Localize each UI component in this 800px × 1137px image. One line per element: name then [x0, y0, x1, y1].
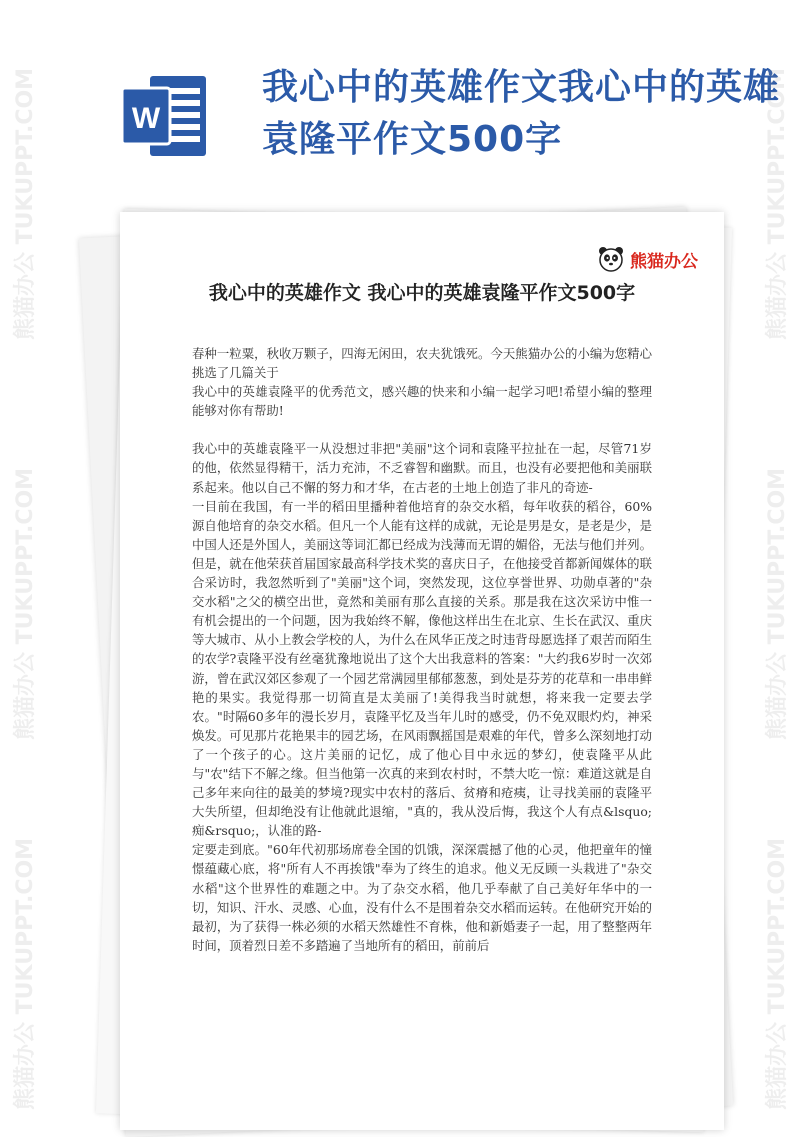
paragraph-1: 我心中的英雄袁隆平一从没想过非把"美丽"这个词和袁隆平拉扯在一起，尽管71岁的他，依然显得精干，活力充沛，不乏睿智和幽默。而且，也没有必要把他和美丽联系起来。他以自己不懈的努力和才华，在古老的土地上创造了非凡的奇迹- — [192, 441, 652, 495]
watermark: 熊猫办公 TUKUPPT.COM — [765, 837, 790, 1110]
paragraph-intro-1: 春种一粒粟，秋收万颗子，四海无闲田，农夫犹饿死。今天熊猫办公的小编为您精心挑选了几篇关于 — [192, 346, 652, 381]
paragraph-intro-2: 我心中的英雄袁隆平的优秀范文，感兴趣的快来和小编一起学习吧!希望小编的整理能够对你有帮助! — [192, 384, 652, 419]
watermark: 熊猫办公 TUKUPPT.COM — [765, 467, 790, 740]
header-title: 我心中的英雄作文我心中的英雄袁隆平作文500字 — [262, 67, 781, 160]
paragraph-2: 一目前在我国，有一半的稻田里播种着他培育的杂交水稻，每年收获的稻谷，60%源自他培育的杂交水稻。但凡一个人能有这样的成就，无论是男是女，是老是少，是中国人还是外国人，美丽这等词汇都已经成为浅薄而无谓的媚俗，无法与他们并列。但是，就在他荣获首届国家最高科学技术奖的喜庆日子，在他接受首都新闻媒体的联合采访时，我忽然听到了"美丽"这个词，突然发现，这位享誉世界、功勋卓著的"杂交水稻"之父的横空出世，竟然和美丽有那么直接的关系。那是我在这次采访中惟一有机会提出的一个问题，因为我始终不解，像他这样出生在北京、生长在武汉、重庆等大城市、从小上教会学校的人，为什么在风华正茂之时违背母愿选择了艰苦而陌生的农学?袁隆平没有丝毫犹豫地说出了这个大出我意料的答案："大约我6岁时一次郊游，曾在武汉郊区参观了一个园艺常满园里郁郁葱葱，到处是芬芳的花草和一串串鲜艳的果实。我觉得那一切简直是太美丽了!美得我当时就想，将来我一定要去学农。"时隔60多年的漫长岁月，袁隆平忆及当年儿时的感受，仍不免双眼灼灼，神采焕发。可见那片花艳果丰的园艺场，在风雨飘摇国是艰难的年代，曾多么深刻地打动了一个孩子的心。这片美丽的记忆，成了他心目中永远的梦幻，使袁隆平从此与"农"结下不解之缘。但当他第一次真的来到农村时，不禁大吃一惊：难道这就是自己多年来向往的最美的梦境?现实中农村的落后、贫瘠和疮痍，让寻找美丽的袁隆平大失所望，但却绝没有让他就此退缩，"真的，我从没后悔，我这个人有点&lsquo;痴&rsquo;，认准的路- — [192, 498, 652, 839]
document-body — [192, 344, 652, 955]
watermark: 熊猫办公 TUKUPPT.COM — [13, 467, 38, 740]
word-document-icon — [120, 70, 210, 162]
svg-text:W: W — [131, 102, 161, 135]
logo-text: 熊猫办公 — [630, 251, 698, 272]
document-page — [120, 212, 724, 1130]
panda-icon — [598, 246, 624, 272]
brand-logo — [598, 246, 698, 272]
document-title: 我心中的英雄作文 我心中的英雄袁隆平作文500字 — [208, 282, 636, 304]
paragraph-3: 定要走到底。"60年代初那场席卷全国的饥饿，深深震撼了他的心灵，他把童年的憧憬蕴藏心底，将"所有人不再挨饿"奉为了终生的追求。他义无反顾一头栽进了"杂交水稻"这个世界性的难题之中。为了杂交水稻，他几乎奉献了自己美好年华中的一切，知识、汗水、灵感、心血，没有什么不是围着杂交水稻而运转。在他研究开始的最初，为了获得一株必须的水稻天然雄性不育株，他和新婚妻子一起，用了整整两年时间，顶着烈日差不多踏遍了当地所有的稻田，前前后 — [192, 842, 652, 953]
watermark: 熊猫办公 TUKUPPT.COM — [13, 837, 38, 1110]
